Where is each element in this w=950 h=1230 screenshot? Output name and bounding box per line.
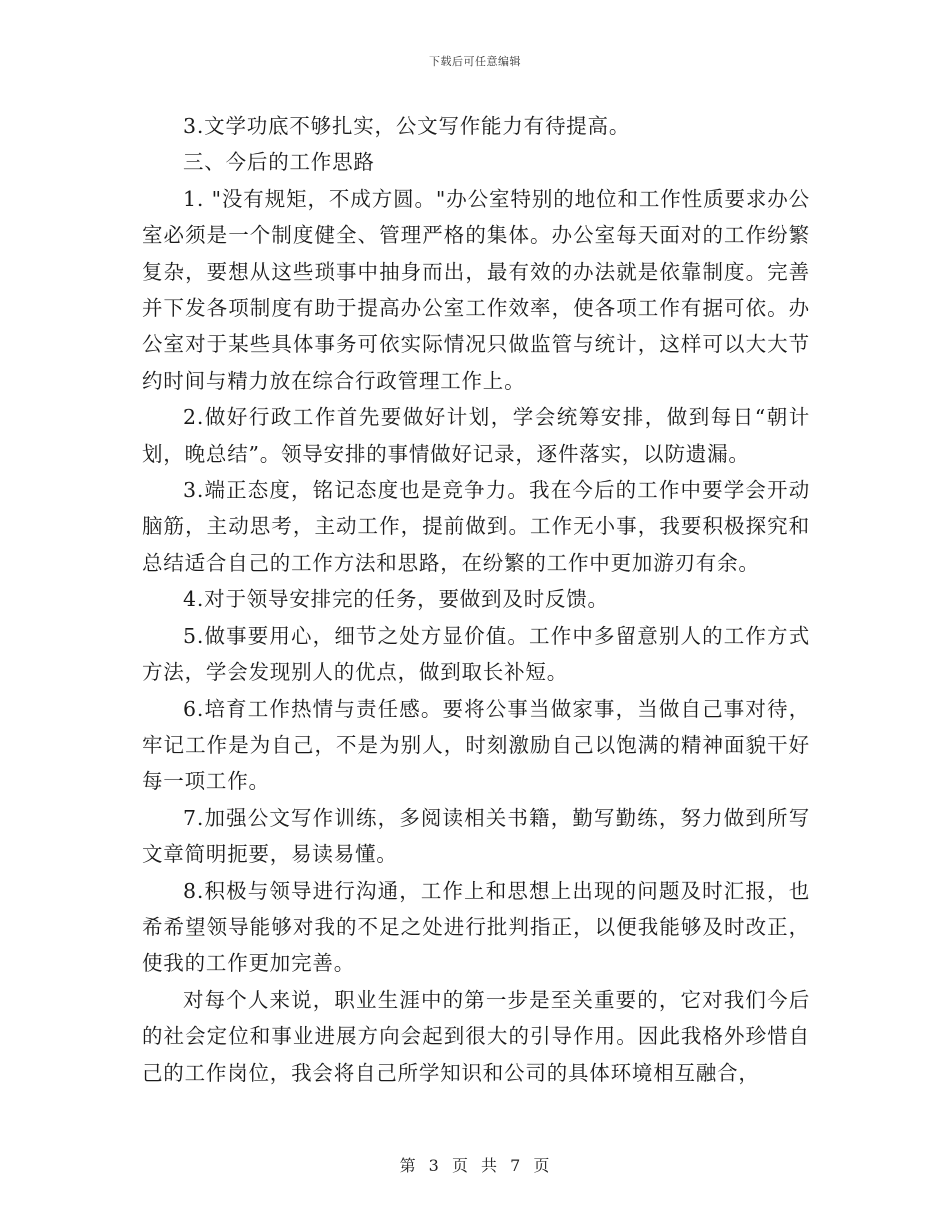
paragraph-1: 3.文学功底不够扎实，公文写作能力有待提高。 [183, 114, 631, 138]
document-body [142, 108, 810, 1091]
paragraph-9: 8.积极与领导进行沟通，工作上和思想上出现的问题及时汇报，也希希望领导能够对我的不足之处进行批判指正，以便我能够及时改正，使我的工作更加完善。 [142, 878, 810, 976]
paragraph-2: 1. "没有规矩，不成方圆。"办公室特别的地位和工作性质要求办公室必须是一个制度健全、管理严格的集体。办公室每天面对的工作纷繁复杂，要想从这些琐事中抽身而出，最有效的办法就是依靠制度。完善并下发各项制度有助于提高办公室工作效率，使各项工作有据可依。办公室对于某些具体事务可依实际情况只做监管与统计，这样可以大大节约时间与精力放在综合行政管理工作上。 [142, 186, 810, 393]
paragraph-4: 3.端正态度，铭记态度也是竞争力。我在今后的工作中要学会开动脑筋，主动思考，主动工作，提前做到。工作无小事，我要积极探究和总结适合自己的工作方法和思路，在纷繁的工作中更加游刃有余。 [142, 478, 810, 575]
paragraph-3: 2.做好行政工作首先要做好计划，学会统筹安排，做到每日“朝计划，晚总结”。领导安排的事情做好记录，逐件落实，以防遗漏。 [142, 405, 810, 466]
section-heading: 三、今后的工作思路 [183, 150, 375, 175]
page-number: 第 3 页 共 7 页 [399, 1156, 551, 1175]
paragraph-6: 5.做事要用心，细节之处方显价值。工作中多留意别人的工作方式方法，学会发现别人的优点，做到取长补短。 [142, 623, 810, 685]
paragraph-8: 7.加强公文写作训练，多阅读相关书籍，勤写勤练，努力做到所写文章简明扼要，易读易懂。 [142, 805, 810, 867]
paragraph-10: 对每个人来说，职业生涯中的第一步是至关重要的，它对我们今后的社会定位和事业进展方向会起到很大的引导作用。因此我格外珍惜自己的工作岗位，我会将自己所学知识和公司的具体环境相互融合， [142, 987, 810, 1085]
paragraph-5: 4.对于领导安排完的任务，要做到及时反馈。 [183, 587, 609, 612]
paragraph-7: 6.培育工作热情与责任感。要将公事当做家事，当做自己事对待，牢记工作是为自己，不是为别人，时刻激励自己以饱满的精神面貌干好每一项工作。 [142, 696, 810, 794]
page-header: 下载后可任意编辑 [429, 55, 521, 68]
